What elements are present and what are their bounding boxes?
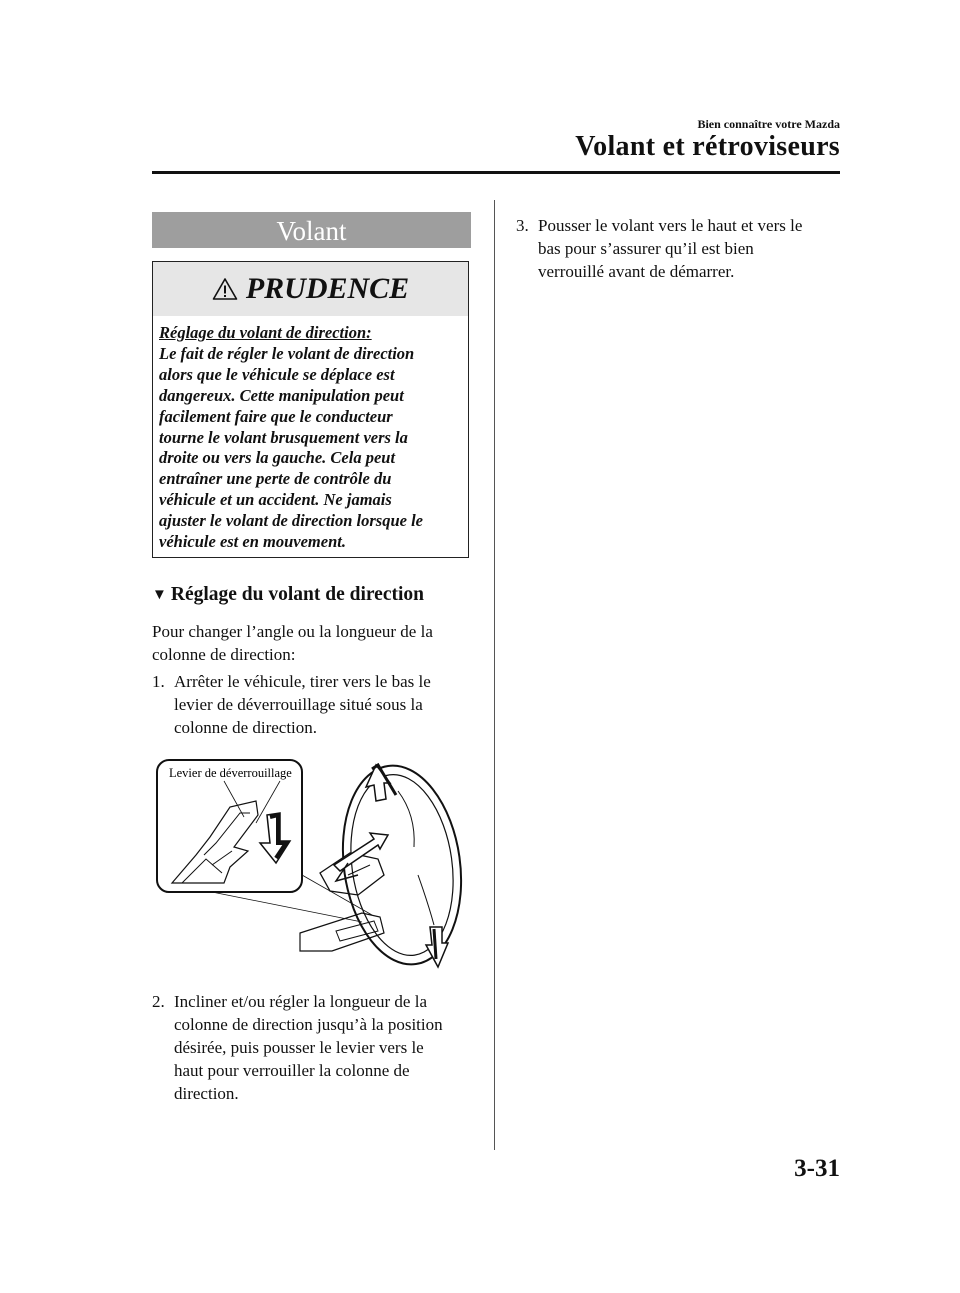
step-number: 1. — [152, 672, 165, 691]
caution-box — [152, 261, 469, 558]
step-line: colonne de direction. — [174, 718, 318, 737]
steering-wheel-diagram — [152, 755, 472, 980]
intro-paragraph — [152, 620, 472, 666]
triangle-bullet-icon: ▼ — [152, 586, 167, 603]
caution-line: Le fait de régler le volant de direction — [159, 343, 415, 363]
caution-line: véhicule est en mouvement. — [159, 532, 346, 552]
step-line: verrouillé avant de démarrer. — [538, 262, 735, 281]
step-line: direction. — [174, 1084, 239, 1103]
intro-line: Pour changer l’angle ou la longueur de la — [152, 622, 433, 641]
step-line: désirée, puis pousser le levier vers le — [174, 1038, 424, 1057]
caution-header — [153, 262, 468, 316]
release-lever-label: Levier de déverrouillage — [169, 766, 292, 780]
caution-line: dangereux. Cette manipulation peut — [159, 385, 404, 405]
subsection-heading — [152, 584, 424, 606]
step-2 — [152, 990, 477, 1105]
caution-line: tourne le volant brusquement vers la — [159, 427, 408, 447]
header-rule — [152, 171, 840, 174]
step-3 — [516, 214, 841, 283]
caution-line: droite ou vers la gauche. Cela peut — [159, 448, 396, 468]
caution-heading: PRUDENCE — [245, 272, 410, 305]
step-line: levier de déverrouillage situé sous la — [174, 695, 423, 714]
column-divider — [494, 200, 495, 1150]
step-number: 3. — [516, 216, 529, 235]
chapter-title: Volant et rétroviseurs — [575, 131, 840, 162]
caution-line: alors que le véhicule se déplace est — [159, 364, 395, 384]
section-title: Volant — [152, 212, 471, 248]
steering-column-illustration — [152, 755, 472, 980]
step-1 — [152, 670, 472, 739]
caution-line: entraîner une perte de contrôle du — [159, 469, 392, 489]
subsection-title: Réglage du volant de direction — [170, 584, 424, 605]
step-line: Incliner et/ou régler la longueur de la — [174, 992, 427, 1011]
step-line: haut pour verrouiller la colonne de — [174, 1061, 410, 1080]
caution-line: facilement faire que le conducteur — [159, 406, 393, 426]
page-number: 3-31 — [794, 1155, 840, 1182]
caution-line: véhicule et un accident. Ne jamais — [159, 490, 392, 510]
step-number: 2. — [152, 992, 165, 1011]
intro-line: colonne de direction: — [152, 645, 296, 664]
chapter-subtitle: Bien connaître votre Mazda — [697, 117, 840, 131]
step-line: bas pour s’assurer qu’il est bien — [538, 239, 754, 258]
caution-line: ajuster le volant de direction lorsque le — [159, 511, 423, 531]
step-line: Arrêter le véhicule, tirer vers le bas le — [174, 672, 431, 691]
step-line: Pousser le volant vers le haut et vers le — [538, 216, 803, 235]
caution-text — [159, 323, 471, 553]
caution-subheading: Réglage du volant de direction: — [159, 323, 372, 342]
warning-icon — [212, 277, 238, 301]
step-line: colonne de direction jusqu’à la position — [174, 1015, 443, 1034]
